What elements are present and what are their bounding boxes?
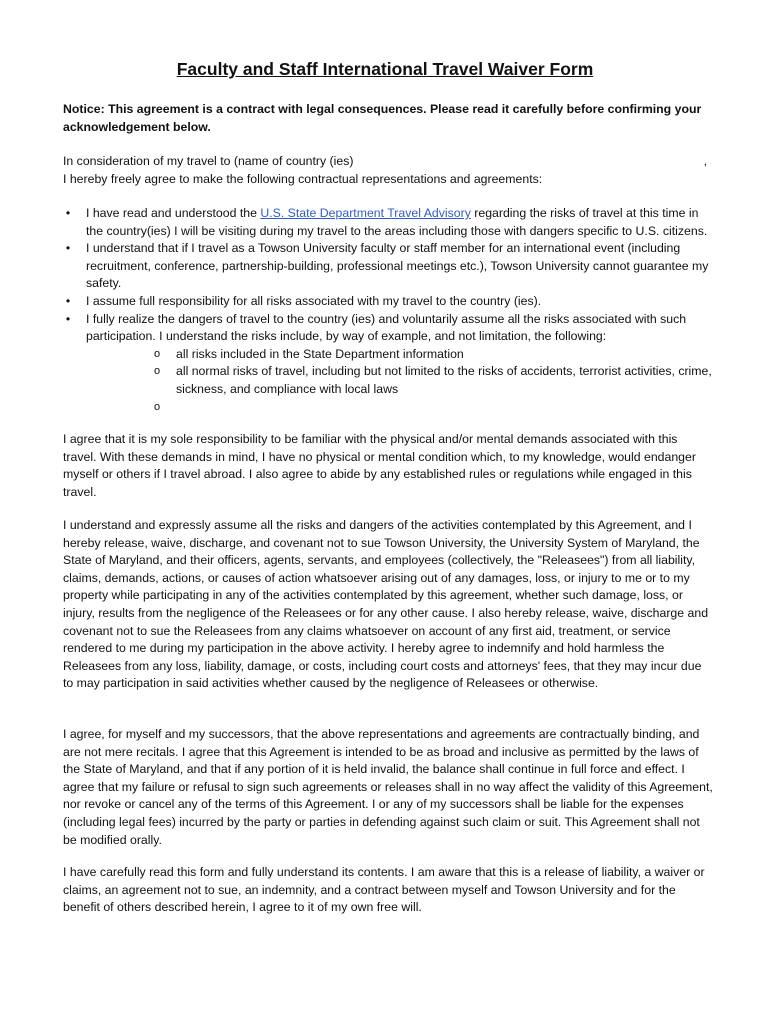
list-item xyxy=(63,293,713,311)
bullet-icon: • xyxy=(65,206,71,220)
bullet-1-text-before: I have read and understood the xyxy=(86,206,261,220)
bullet-icon: • xyxy=(65,311,71,326)
consideration-block xyxy=(63,153,713,188)
bullet-icon: • xyxy=(65,293,71,308)
circle-bullet-icon: o xyxy=(154,400,161,413)
sublist-item xyxy=(154,346,713,364)
sub-item-1-text: all risks included in the State Department information xyxy=(176,346,464,361)
sublist-item xyxy=(154,363,713,398)
notice-text: Notice: This agreement is a contract with legal consequences. Please read it carefully before confirming your acknowledgement below. xyxy=(63,102,702,134)
paragraph-binding: I agree, for myself and my successors, that the above representations and agreements are contractually binding, and are not mere recitals. I agree that this Agreement is intended to be as broad and inclusive as permitted by the laws of the State of Maryland, and that if any portion of it is held invalid, the balance shall continue in full force and effect. I agree that my failure or refusal to sign such agreements or releases shall in no way affect the validity of this Agreement, nor revoke or cancel any of the terms of this Agreement. I or any of my successors shall be liable for the expenses (including legal fees) incurred by the party or parties in defending against such claim or suit. This Agreement shall not be modified orally. xyxy=(63,727,713,847)
bullet-3-text: I assume full responsibility for all risks associated with my travel to the country (ies). xyxy=(86,293,542,308)
acknowledgement-list xyxy=(63,205,713,416)
paragraph-acknowledgement: I have carefully read this form and fully understand its contents. I am aware that this is a release of liability, a waiver or claims, an agreement not to sue, an indemnity, and a contract between myself and Towson University and for the benefit of others described herein, I agree to it of my own free will. xyxy=(63,865,705,915)
country-field-end-comma: , xyxy=(703,154,707,168)
bullet-1-text-after: regarding the risks of travel at this time in the country(ies) I will be visiting during my travel to the areas including those with dangers specific to U.S. citizens. xyxy=(86,206,708,238)
consideration-line-1 xyxy=(63,153,713,171)
country-prompt: In consideration of my travel to (name of country (ies) xyxy=(63,154,354,168)
list-item xyxy=(63,240,713,293)
list-item xyxy=(63,205,713,240)
travel-advisory-link[interactable]: U.S. State Department Travel Advisory xyxy=(260,206,471,220)
paragraph-release: I understand and expressly assume all the risks and dangers of the activities contemplated by this Agreement, and I hereby release, waive, discharge, and covenant not to sue Towson University, the University System of Maryland, the State of Maryland, and their officers, agents, servants, and employees (collectively, the "Releasees") from all liability, claims, demands, actions, or causes of action whatsoever arising out of any damages, loss, or injury to me or to my property while participating in any of the activities contemplated by this agreement, whether such damage, loss, or injury, results from the negligence of the Releasees or for any other cause. I also hereby release, waive, discharge and covenant not to sue the Releasees from any claims whatsoever on account of any first aid, treatment, or service rendered to me during my participation in the above activity. I hereby agree to indemnify and hold harmless the Releasees from any loss, liability, damage, or costs, including court costs and attorneys' fees, that they may incur due to may participation in said activities whether caused by the negligence of Releasees or otherwise. xyxy=(63,518,709,691)
bullet-2-text: I understand that if I travel as a Towson University faculty or staff member for an international event (including recruitment, conference, partnership-building, professional meetings etc.), Towson University cannot guarantee my safety. xyxy=(86,241,709,291)
circle-bullet-icon: o xyxy=(154,347,161,360)
risk-sublist xyxy=(86,346,713,416)
form-title: Faculty and Staff International Travel Waiver Form xyxy=(176,59,594,79)
bullet-4-text: I fully realize the dangers of travel to the country (ies) and voluntarily assume all the risks associated with such participation. I understand the risks include, by way of example, and not limitation, the following: xyxy=(86,311,687,344)
sub-item-2-text: all normal risks of travel, including but not limited to the risks of accidents, terrorist activities, crime, sickness, and compliance with local laws xyxy=(176,364,712,396)
paragraph-demands: I agree that it is my sole responsibility to be familiar with the physical and/or mental demands associated with this travel. With these demands in mind, I have no physical or mental condition which, to my knowledge, would endanger myself or others if I travel abroad. I also agree to abide by any established rules or regulations while engaged in this travel. xyxy=(63,432,696,499)
sublist-item-empty xyxy=(154,399,713,417)
circle-bullet-icon: o xyxy=(154,365,161,378)
list-item xyxy=(63,311,713,417)
bullet-icon: • xyxy=(65,241,71,256)
consideration-line-2: I hereby freely agree to make the following contractual representations and agreements: xyxy=(63,171,543,186)
